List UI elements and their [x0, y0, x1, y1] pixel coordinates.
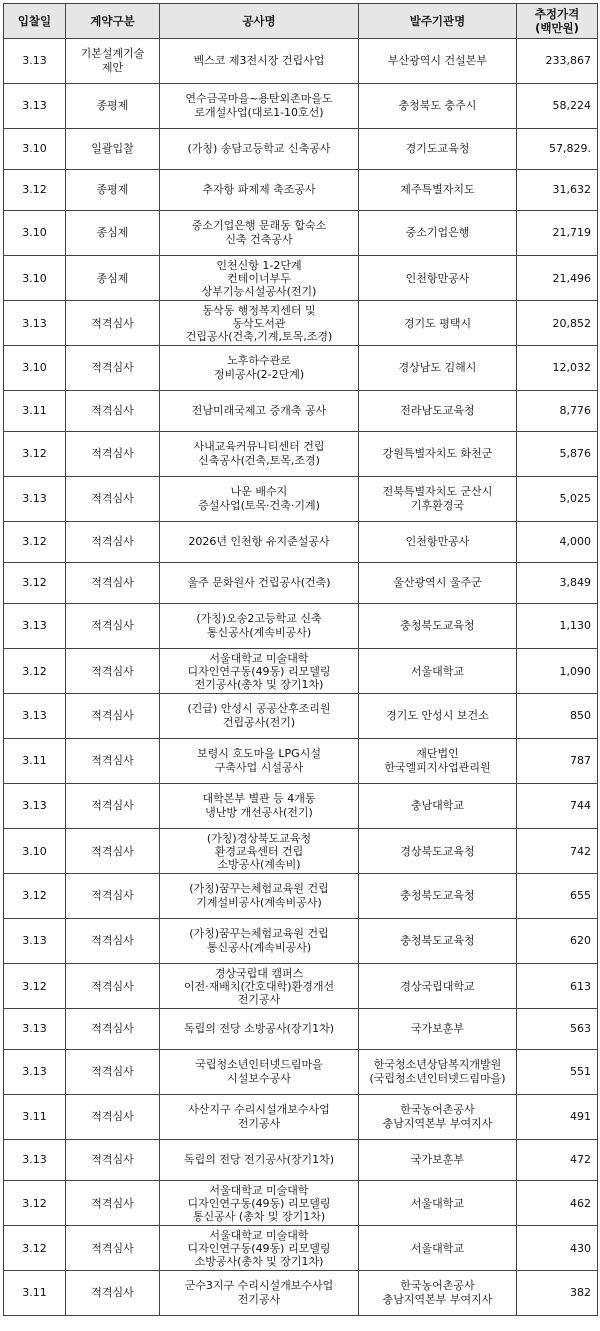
agency-cell: 경기도교육청	[359, 129, 517, 170]
agency-cell: 인천항만공사	[359, 256, 517, 301]
contract-type-cell: 적격심사	[66, 829, 160, 874]
estimated-price-cell: 12,032	[517, 346, 598, 391]
bid-date-cell: 3.12	[4, 964, 66, 1009]
project-name-cell: (가칭)오송2고등학교 신축 통신공사(계속비공사)	[160, 604, 359, 649]
table-row	[4, 346, 598, 391]
bid-date-cell: 3.13	[4, 1050, 66, 1095]
header-estimated-price: 추정가격 (백만원)	[517, 4, 598, 39]
bid-date-cell: 3.11	[4, 1095, 66, 1140]
table-row	[4, 694, 598, 739]
bid-date-cell: 3.12	[4, 170, 66, 211]
agency-cell: 충남대학교	[359, 784, 517, 829]
table-row	[4, 649, 598, 694]
contract-type-cell: 종평제	[66, 84, 160, 129]
contract-type-cell: 적격심사	[66, 964, 160, 1009]
project-name-cell: 서울대학교 미술대학 디자인연구동(49동) 리모델링 통신공사 (총차 및 장기1차)	[160, 1181, 359, 1226]
contract-type-cell: 적격심사	[66, 391, 160, 432]
agency-cell: 인천항만공사	[359, 522, 517, 563]
project-name-cell: 사산지구 수리시설개보수사업 전기공사	[160, 1095, 359, 1140]
bid-date-cell: 3.12	[4, 1226, 66, 1271]
contract-type-cell: 적격심사	[66, 432, 160, 477]
contract-type-cell: 적격심사	[66, 346, 160, 391]
estimated-price-cell: 620	[517, 919, 598, 964]
estimated-price-cell: 462	[517, 1181, 598, 1226]
contract-type-cell: 기본설계기술 제안	[66, 39, 160, 84]
contract-type-cell: 적격심사	[66, 1226, 160, 1271]
table-row	[4, 301, 598, 346]
contract-type-cell: 적격심사	[66, 694, 160, 739]
contract-type-cell: 일괄입찰	[66, 129, 160, 170]
contract-type-cell: 적격심사	[66, 604, 160, 649]
project-name-cell: (가칭)꿈꾸는체험교육원 건립 통신공사(계속비공사)	[160, 919, 359, 964]
contract-type-cell: 적격심사	[66, 1095, 160, 1140]
project-name-cell: 연수금곡마을~용탄외촌마을도 로개설사업(대로1-10호선)	[160, 84, 359, 129]
project-name-cell: 서울대학교 미술대학 디자인연구동(49동) 리모델링 전기공사(총차 및 장기1차)	[160, 649, 359, 694]
estimated-price-cell: 787	[517, 739, 598, 784]
contract-type-cell: 적격심사	[66, 1140, 160, 1181]
table-row	[4, 604, 598, 649]
project-name-cell: 독립의 전당 소방공사(장기1차)	[160, 1009, 359, 1050]
bid-date-cell: 3.13	[4, 39, 66, 84]
table-body	[4, 39, 598, 1316]
estimated-price-cell: 4,000	[517, 522, 598, 563]
bid-date-cell: 3.12	[4, 563, 66, 604]
agency-cell: 한국청소년상담복지개발원 (국립청소년인터넷드림마을)	[359, 1050, 517, 1095]
contract-type-cell: 적격심사	[66, 1009, 160, 1050]
project-name-cell: (가칭) 송담고등학교 신축공사	[160, 129, 359, 170]
header-agency: 발주기관명	[359, 4, 517, 39]
agency-cell: 충청북도 충주시	[359, 84, 517, 129]
table-row	[4, 874, 598, 919]
agency-cell: 전라남도교육청	[359, 391, 517, 432]
project-name-cell: (가칭)꿈꾸는체험교육원 건립 기계설비공사(계속비공사)	[160, 874, 359, 919]
project-name-cell: 나운 배수지 증설사업(토목·건축·기계)	[160, 477, 359, 522]
bid-date-cell: 3.10	[4, 256, 66, 301]
agency-cell: 충청북도교육청	[359, 604, 517, 649]
contract-type-cell: 적격심사	[66, 522, 160, 563]
bid-date-cell: 3.12	[4, 874, 66, 919]
agency-cell: 경기도 안성시 보건소	[359, 694, 517, 739]
estimated-price-cell: 5,025	[517, 477, 598, 522]
agency-cell: 중소기업은행	[359, 211, 517, 256]
table-header-row	[4, 4, 598, 39]
agency-cell: 한국농어촌공사 충남지역본부 부여지사	[359, 1271, 517, 1316]
table-row	[4, 964, 598, 1009]
table-row	[4, 432, 598, 477]
bid-table-container	[3, 3, 597, 1316]
project-name-cell: 인천신항 1-2단계 컨테이너부두 상부기능시설공사(전기)	[160, 256, 359, 301]
estimated-price-cell: 21,496	[517, 256, 598, 301]
table-row	[4, 391, 598, 432]
bid-date-cell: 3.13	[4, 694, 66, 739]
contract-type-cell: 적격심사	[66, 649, 160, 694]
project-name-cell: 서울대학교 미술대학 디자인연구동(49동) 리모델링 소방공사(총차 및 장기1차)	[160, 1226, 359, 1271]
header-contract-type: 계약구분	[66, 4, 160, 39]
contract-type-cell: 종심제	[66, 256, 160, 301]
estimated-price-cell: 491	[517, 1095, 598, 1140]
table-row	[4, 1181, 598, 1226]
estimated-price-cell: 1,130	[517, 604, 598, 649]
estimated-price-cell: 21,719	[517, 211, 598, 256]
estimated-price-cell: 382	[517, 1271, 598, 1316]
bid-date-cell: 3.12	[4, 1181, 66, 1226]
bid-date-cell: 3.12	[4, 432, 66, 477]
agency-cell: 서울대학교	[359, 649, 517, 694]
bid-date-cell: 3.12	[4, 649, 66, 694]
contract-type-cell: 적격심사	[66, 784, 160, 829]
estimated-price-cell: 850	[517, 694, 598, 739]
project-name-cell: 동삭동 행정복지센터 및 동삭도서관 건립공사(건축,기계,토목,조경)	[160, 301, 359, 346]
contract-type-cell: 종심제	[66, 211, 160, 256]
project-name-cell: 중소기업은행 문래동 합숙소 신축 건축공사	[160, 211, 359, 256]
bid-date-cell: 3.13	[4, 604, 66, 649]
estimated-price-cell: 563	[517, 1009, 598, 1050]
header-project-name: 공사명	[160, 4, 359, 39]
table-row	[4, 256, 598, 301]
estimated-price-cell: 472	[517, 1140, 598, 1181]
agency-cell: 충청북도교육청	[359, 874, 517, 919]
project-name-cell: 국립청소년인터넷드림마을 시설보수공사	[160, 1050, 359, 1095]
agency-cell: 한국농어촌공사 충남지역본부 부여지사	[359, 1095, 517, 1140]
table-row	[4, 563, 598, 604]
agency-cell: 강원특별자치도 화천군	[359, 432, 517, 477]
estimated-price-cell: 3,849	[517, 563, 598, 604]
bid-date-cell: 3.11	[4, 391, 66, 432]
project-name-cell: 대학본부 별관 등 4개동 냉난방 개선공사(전기)	[160, 784, 359, 829]
bid-date-cell: 3.10	[4, 129, 66, 170]
project-name-cell: 2026년 인천항 유지준설공사	[160, 522, 359, 563]
agency-cell: 경상남도 김해시	[359, 346, 517, 391]
project-name-cell: 전남미래국제고 증개축 공사	[160, 391, 359, 432]
agency-cell: 충청북도교육청	[359, 919, 517, 964]
estimated-price-cell: 5,876	[517, 432, 598, 477]
agency-cell: 전북특별자치도 군산시 기후환경국	[359, 477, 517, 522]
agency-cell: 경기도 평택시	[359, 301, 517, 346]
table-row	[4, 522, 598, 563]
project-name-cell: 벡스코 제3전시장 건립사업	[160, 39, 359, 84]
agency-cell: 경상북도교육청	[359, 829, 517, 874]
contract-type-cell: 종평제	[66, 170, 160, 211]
table-row	[4, 129, 598, 170]
bid-date-cell: 3.13	[4, 919, 66, 964]
table-row	[4, 1226, 598, 1271]
agency-cell: 서울대학교	[359, 1181, 517, 1226]
table-row	[4, 1140, 598, 1181]
agency-cell: 울산광역시 울주군	[359, 563, 517, 604]
contract-type-cell: 적격심사	[66, 919, 160, 964]
bid-date-cell: 3.13	[4, 84, 66, 129]
table-row	[4, 1095, 598, 1140]
estimated-price-cell: 20,852	[517, 301, 598, 346]
estimated-price-cell: 742	[517, 829, 598, 874]
table-row	[4, 477, 598, 522]
project-name-cell: 군수3지구 수리시설개보수사업 전기공사	[160, 1271, 359, 1316]
bid-date-cell: 3.11	[4, 1271, 66, 1316]
bid-date-cell: 3.13	[4, 1009, 66, 1050]
project-name-cell: (긴급) 안성시 공공산후조리원 건립공사(전기)	[160, 694, 359, 739]
estimated-price-cell: 57,829.	[517, 129, 598, 170]
bid-date-cell: 3.13	[4, 301, 66, 346]
agency-cell: 국가보훈부	[359, 1140, 517, 1181]
project-name-cell: 울주 문화원사 건립공사(건축)	[160, 563, 359, 604]
table-row	[4, 1271, 598, 1316]
contract-type-cell: 적격심사	[66, 563, 160, 604]
table-row	[4, 39, 598, 84]
bid-date-cell: 3.10	[4, 829, 66, 874]
bid-table	[3, 3, 598, 1316]
project-name-cell: 노후하수관로 정비공사(2-2단계)	[160, 346, 359, 391]
project-name-cell: 사내교육커뮤니티센터 건립 신축공사(건축,토목,조경)	[160, 432, 359, 477]
table-row	[4, 211, 598, 256]
table-row	[4, 170, 598, 211]
project-name-cell: 경상국립대 캠퍼스 이전·재배치(간호대학)환경개선 전기공사	[160, 964, 359, 1009]
estimated-price-cell: 233,867	[517, 39, 598, 84]
contract-type-cell: 적격심사	[66, 874, 160, 919]
project-name-cell: (가칭)경상북도교육청 환경교육센터 건립 소방공사(계속비)	[160, 829, 359, 874]
contract-type-cell: 적격심사	[66, 1271, 160, 1316]
table-row	[4, 739, 598, 784]
estimated-price-cell: 58,224	[517, 84, 598, 129]
agency-cell: 제주특별자치도	[359, 170, 517, 211]
table-row	[4, 829, 598, 874]
agency-cell: 경상국립대학교	[359, 964, 517, 1009]
contract-type-cell: 적격심사	[66, 477, 160, 522]
bid-date-cell: 3.10	[4, 346, 66, 391]
bid-date-cell: 3.11	[4, 739, 66, 784]
bid-date-cell: 3.12	[4, 522, 66, 563]
contract-type-cell: 적격심사	[66, 739, 160, 784]
estimated-price-cell: 551	[517, 1050, 598, 1095]
estimated-price-cell: 744	[517, 784, 598, 829]
table-row	[4, 1009, 598, 1050]
table-row	[4, 84, 598, 129]
agency-cell: 재단법인 한국엘피지사업관리원	[359, 739, 517, 784]
project-name-cell: 추자항 파제제 축조공사	[160, 170, 359, 211]
header-bid-date: 입찰일	[4, 4, 66, 39]
agency-cell: 서울대학교	[359, 1226, 517, 1271]
estimated-price-cell: 655	[517, 874, 598, 919]
estimated-price-cell: 1,090	[517, 649, 598, 694]
estimated-price-cell: 8,776	[517, 391, 598, 432]
table-row	[4, 784, 598, 829]
project-name-cell: 보령시 호도마을 LPG시설 구축사업 시설공사	[160, 739, 359, 784]
bid-date-cell: 3.10	[4, 211, 66, 256]
estimated-price-cell: 31,632	[517, 170, 598, 211]
table-row	[4, 1050, 598, 1095]
bid-date-cell: 3.13	[4, 1140, 66, 1181]
bid-date-cell: 3.13	[4, 477, 66, 522]
contract-type-cell: 적격심사	[66, 1050, 160, 1095]
estimated-price-cell: 613	[517, 964, 598, 1009]
bid-date-cell: 3.13	[4, 784, 66, 829]
estimated-price-cell: 430	[517, 1226, 598, 1271]
agency-cell: 국가보훈부	[359, 1009, 517, 1050]
project-name-cell: 독립의 전당 전기공사(장기1차)	[160, 1140, 359, 1181]
contract-type-cell: 적격심사	[66, 1181, 160, 1226]
contract-type-cell: 적격심사	[66, 301, 160, 346]
table-row	[4, 919, 598, 964]
agency-cell: 부산광역시 건설본부	[359, 39, 517, 84]
